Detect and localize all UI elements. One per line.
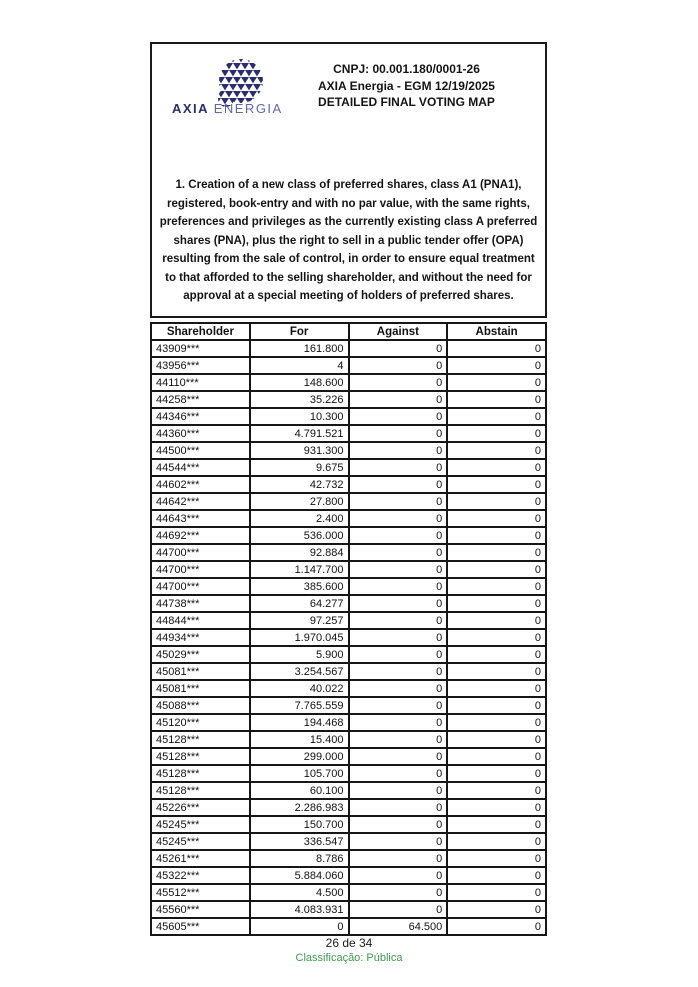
- against-cell: 0: [349, 459, 448, 476]
- against-cell: 0: [349, 357, 448, 374]
- against-cell: 0: [349, 544, 448, 561]
- against-cell: 0: [349, 578, 448, 595]
- against-cell: 0: [349, 510, 448, 527]
- for-cell: 15.400: [250, 731, 349, 748]
- against-cell: 0: [349, 816, 448, 833]
- table-row: [151, 765, 546, 782]
- abstain-cell: 0: [447, 544, 546, 561]
- table-row: [151, 493, 546, 510]
- for-cell: 27.800: [250, 493, 349, 510]
- abstain-cell: 0: [447, 510, 546, 527]
- against-cell: 0: [349, 629, 448, 646]
- shareholder-cell: 45128***: [151, 765, 250, 782]
- for-cell: 5.900: [250, 646, 349, 663]
- against-cell: 0: [349, 374, 448, 391]
- for-cell: 161.800: [250, 340, 349, 357]
- page-footer: [0, 936, 698, 966]
- table-row: [151, 731, 546, 748]
- for-cell: 150.700: [250, 816, 349, 833]
- for-cell: 5.884.060: [250, 867, 349, 884]
- against-cell: 0: [349, 867, 448, 884]
- against-cell: 0: [349, 714, 448, 731]
- against-cell: 0: [349, 901, 448, 918]
- for-cell: 40.022: [250, 680, 349, 697]
- table-row: [151, 799, 546, 816]
- for-cell: 1.147.700: [250, 561, 349, 578]
- against-cell: 0: [349, 680, 448, 697]
- cnpj-line: CNPJ: 00.001.180/0001-26: [333, 62, 480, 76]
- abstain-cell: 0: [447, 391, 546, 408]
- table-row: [151, 646, 546, 663]
- abstain-cell: 0: [447, 646, 546, 663]
- shareholder-cell: 45261***: [151, 850, 250, 867]
- against-cell: 0: [349, 850, 448, 867]
- abstain-cell: 0: [447, 714, 546, 731]
- against-cell: 0: [349, 476, 448, 493]
- abstain-cell: 0: [447, 680, 546, 697]
- abstain-cell: 0: [447, 799, 546, 816]
- shareholder-cell: 44544***: [151, 459, 250, 476]
- against-cell: 0: [349, 408, 448, 425]
- shareholder-cell: 44643***: [151, 510, 250, 527]
- table-row: [151, 527, 546, 544]
- abstain-cell: 0: [447, 408, 546, 425]
- against-cell: 0: [349, 442, 448, 459]
- abstain-cell: 0: [447, 340, 546, 357]
- against-cell: 0: [349, 527, 448, 544]
- shareholder-cell: 45120***: [151, 714, 250, 731]
- shareholder-cell: 45512***: [151, 884, 250, 901]
- against-cell: 0: [349, 493, 448, 510]
- classification-label: Classificação: Pública: [295, 952, 403, 964]
- shareholder-cell: 45226***: [151, 799, 250, 816]
- for-cell: 1.970.045: [250, 629, 349, 646]
- shareholder-cell: 44934***: [151, 629, 250, 646]
- abstain-cell: 0: [447, 884, 546, 901]
- shareholder-cell: 44700***: [151, 578, 250, 595]
- header-proposal-box: [150, 42, 547, 318]
- against-cell: 0: [349, 765, 448, 782]
- for-cell: 4.083.931: [250, 901, 349, 918]
- abstain-cell: 0: [447, 816, 546, 833]
- shareholder-cell: 44700***: [151, 561, 250, 578]
- column-header-shareholder: Shareholder: [151, 323, 250, 340]
- table-row: [151, 867, 546, 884]
- shareholder-cell: 45245***: [151, 816, 250, 833]
- abstain-cell: 0: [447, 663, 546, 680]
- shareholder-cell: 44700***: [151, 544, 250, 561]
- against-cell: 0: [349, 340, 448, 357]
- shareholder-cell: 44110***: [151, 374, 250, 391]
- abstain-cell: 0: [447, 850, 546, 867]
- against-cell: 0: [349, 884, 448, 901]
- shareholder-cell: 45245***: [151, 833, 250, 850]
- for-cell: 0: [250, 918, 349, 935]
- shareholder-cell: 43909***: [151, 340, 250, 357]
- for-cell: 97.257: [250, 612, 349, 629]
- abstain-cell: 0: [447, 697, 546, 714]
- against-cell: 0: [349, 799, 448, 816]
- against-cell: 0: [349, 425, 448, 442]
- proposal-text: 1. Creation of a new class of preferred shares, class A1 (PNA1), registered, book-entry and with no par value, with the same rights, preferences and privileges as the currently existing class A preferred shares (PNA), plus the right to sell in a public tender offer (OPA) resulting from the sale of control, in order to ensure equal treatment to that afforded to the selling shareholder, and without the need for approval at a special meeting of holders of preferred shares.: [159, 179, 538, 302]
- table-row: [151, 782, 546, 799]
- table-row: [151, 442, 546, 459]
- against-cell: 0: [349, 731, 448, 748]
- for-cell: 336.547: [250, 833, 349, 850]
- abstain-cell: 0: [447, 527, 546, 544]
- logo-text-energia: ENERGIA: [213, 101, 283, 116]
- table-row: [151, 357, 546, 374]
- shareholder-cell: 45081***: [151, 663, 250, 680]
- table-header-row: [151, 323, 546, 340]
- shareholder-cell: 44360***: [151, 425, 250, 442]
- for-cell: 931.300: [250, 442, 349, 459]
- for-cell: 7.765.559: [250, 697, 349, 714]
- abstain-cell: 0: [447, 867, 546, 884]
- table-row: [151, 612, 546, 629]
- page-number: 26 de 34: [325, 936, 373, 950]
- for-cell: 536.000: [250, 527, 349, 544]
- against-cell: 0: [349, 595, 448, 612]
- abstain-cell: 0: [447, 765, 546, 782]
- logo-text-axia: AXIA: [172, 101, 209, 116]
- for-cell: 10.300: [250, 408, 349, 425]
- table-row: [151, 425, 546, 442]
- table-row: [151, 340, 546, 357]
- for-cell: 105.700: [250, 765, 349, 782]
- abstain-cell: 0: [447, 374, 546, 391]
- shareholder-cell: 45081***: [151, 680, 250, 697]
- against-cell: 0: [349, 663, 448, 680]
- abstain-cell: 0: [447, 918, 546, 935]
- abstain-cell: 0: [447, 629, 546, 646]
- shareholder-cell: 44642***: [151, 493, 250, 510]
- table-row: [151, 816, 546, 833]
- abstain-cell: 0: [447, 595, 546, 612]
- table-row: [151, 663, 546, 680]
- shareholder-cell: 44692***: [151, 527, 250, 544]
- document-header: [272, 61, 541, 111]
- shareholder-cell: 45128***: [151, 782, 250, 799]
- table-row: [151, 748, 546, 765]
- for-cell: 9.675: [250, 459, 349, 476]
- for-cell: 299.000: [250, 748, 349, 765]
- table-row: [151, 374, 546, 391]
- against-cell: 0: [349, 748, 448, 765]
- abstain-cell: 0: [447, 476, 546, 493]
- column-header-for: For: [250, 323, 349, 340]
- abstain-cell: 0: [447, 901, 546, 918]
- against-cell: 0: [349, 561, 448, 578]
- table-row: [151, 714, 546, 731]
- table-row: [151, 578, 546, 595]
- for-cell: 4: [250, 357, 349, 374]
- abstain-cell: 0: [447, 459, 546, 476]
- abstain-cell: 0: [447, 357, 546, 374]
- table-row: [151, 629, 546, 646]
- for-cell: 35.226: [250, 391, 349, 408]
- table-row: [151, 544, 546, 561]
- table-row: [151, 850, 546, 867]
- table-row: [151, 476, 546, 493]
- against-cell: 0: [349, 782, 448, 799]
- for-cell: 385.600: [250, 578, 349, 595]
- for-cell: 2.400: [250, 510, 349, 527]
- against-cell: 0: [349, 612, 448, 629]
- abstain-cell: 0: [447, 442, 546, 459]
- against-cell: 0: [349, 697, 448, 714]
- column-header-abstain: Abstain: [447, 323, 546, 340]
- table-row: [151, 561, 546, 578]
- for-cell: 3.254.567: [250, 663, 349, 680]
- against-cell: 0: [349, 391, 448, 408]
- shareholder-cell: 45088***: [151, 697, 250, 714]
- for-cell: 148.600: [250, 374, 349, 391]
- for-cell: 4.500: [250, 884, 349, 901]
- shareholder-cell: 45605***: [151, 918, 250, 935]
- shareholder-cell: 44602***: [151, 476, 250, 493]
- for-cell: 4.791.521: [250, 425, 349, 442]
- table-row: [151, 595, 546, 612]
- abstain-cell: 0: [447, 612, 546, 629]
- shareholder-cell: 44500***: [151, 442, 250, 459]
- table-row: [151, 459, 546, 476]
- against-cell: 64.500: [349, 918, 448, 935]
- abstain-cell: 0: [447, 748, 546, 765]
- shareholder-cell: 45029***: [151, 646, 250, 663]
- abstain-cell: 0: [447, 833, 546, 850]
- against-cell: 0: [349, 646, 448, 663]
- abstain-cell: 0: [447, 578, 546, 595]
- for-cell: 64.277: [250, 595, 349, 612]
- shareholder-cell: 45128***: [151, 748, 250, 765]
- table-row: [151, 408, 546, 425]
- voting-map-title: DETAILED FINAL VOTING MAP: [318, 95, 495, 109]
- shareholder-cell: 44738***: [151, 595, 250, 612]
- shareholder-cell: 44346***: [151, 408, 250, 425]
- table-row: [151, 510, 546, 527]
- abstain-cell: 0: [447, 731, 546, 748]
- for-cell: 194.468: [250, 714, 349, 731]
- for-cell: 8.786: [250, 850, 349, 867]
- voting-table: [150, 322, 547, 936]
- for-cell: 2.286.983: [250, 799, 349, 816]
- table-row: [151, 697, 546, 714]
- meeting-line: AXIA Energia - EGM 12/19/2025: [318, 78, 495, 93]
- shareholder-cell: 45322***: [151, 867, 250, 884]
- shareholder-cell: 44844***: [151, 612, 250, 629]
- shareholder-cell: 43956***: [151, 357, 250, 374]
- for-cell: 60.100: [250, 782, 349, 799]
- logo-wordmark: [172, 101, 283, 116]
- column-header-against: Against: [349, 323, 448, 340]
- table-row: [151, 833, 546, 850]
- table-row: [151, 901, 546, 918]
- against-cell: 0: [349, 833, 448, 850]
- for-cell: 42.732: [250, 476, 349, 493]
- for-cell: 92.884: [250, 544, 349, 561]
- table-row: [151, 884, 546, 901]
- abstain-cell: 0: [447, 493, 546, 510]
- table-row: [151, 918, 546, 935]
- shareholder-cell: 45560***: [151, 901, 250, 918]
- abstain-cell: 0: [447, 561, 546, 578]
- shareholder-cell: 44258***: [151, 391, 250, 408]
- shareholder-cell: 45128***: [151, 731, 250, 748]
- table-row: [151, 391, 546, 408]
- abstain-cell: 0: [447, 425, 546, 442]
- abstain-cell: 0: [447, 782, 546, 799]
- table-row: [151, 680, 546, 697]
